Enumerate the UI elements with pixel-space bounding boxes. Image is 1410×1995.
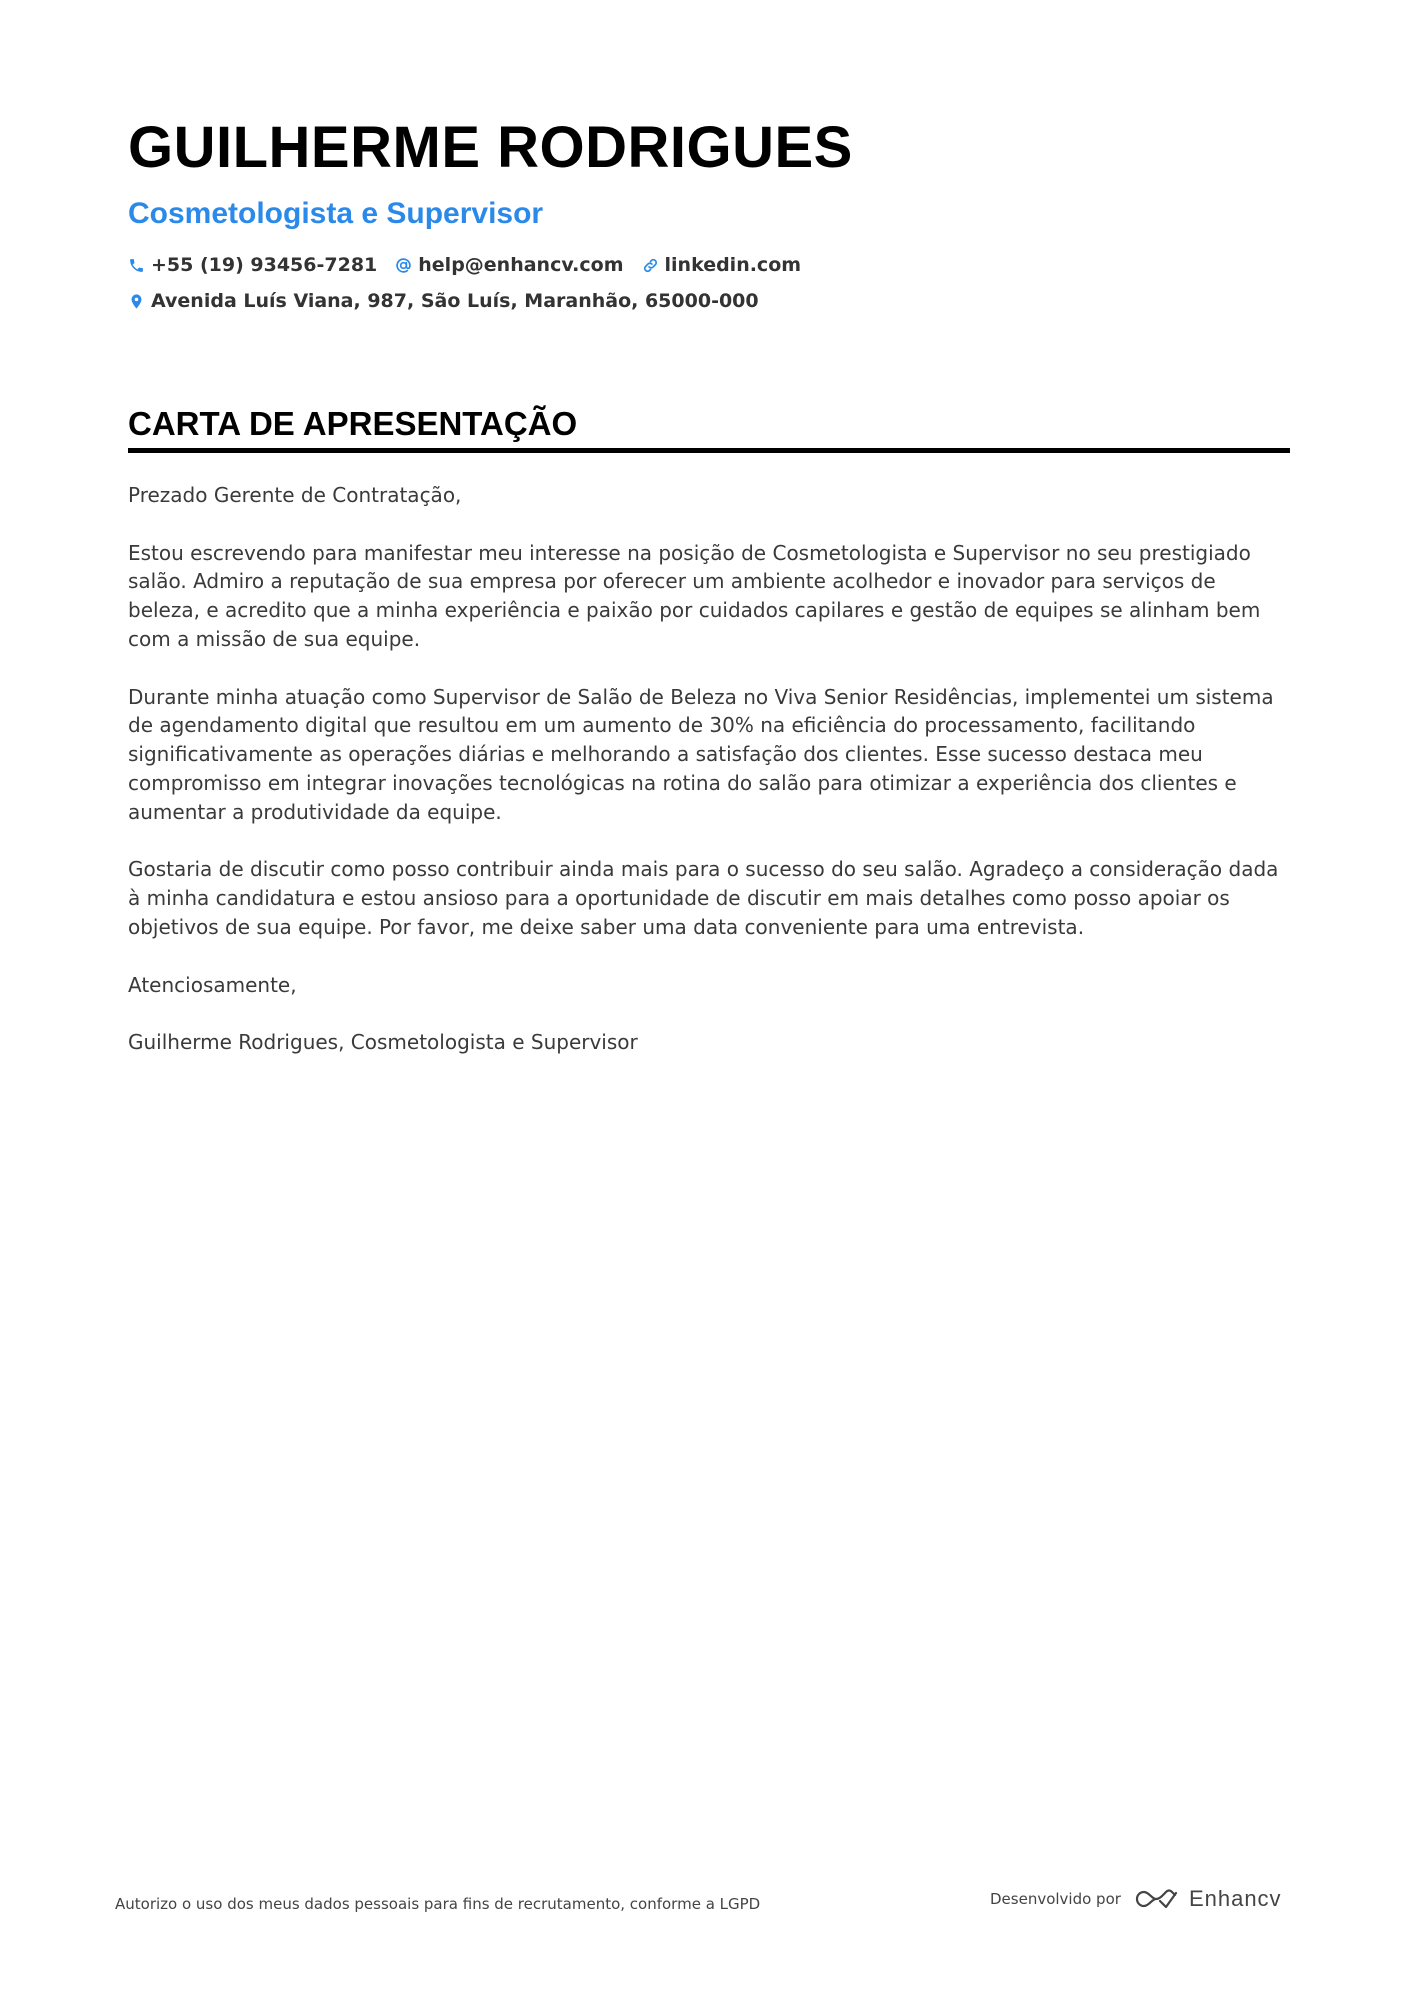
- letter-closing: Atenciosamente,: [128, 972, 297, 997]
- contact-linkedin-text: linkedin.com: [664, 254, 802, 276]
- contact-email-text: help@enhancv.com: [418, 254, 624, 276]
- brand-logo: [1133, 1886, 1282, 1912]
- letter-paragraph: Estou escrevendo para manifestar meu interesse na posição de Cosmetologista e Supervisor no seu prestigiado salão. Admiro a reputação de sua empresa por oferecer um ambiente acolhedor e inovador para serviços de beleza, e acredito que a minha experiência e paixão por cuidados capilares e gestão de equipes se alinham bem com a missão de sua equipe.: [128, 540, 1261, 651]
- contact-address: [128, 290, 759, 312]
- location-icon: [128, 293, 145, 310]
- contact-row-primary: [128, 254, 1290, 276]
- letter-greeting: Prezado Gerente de Contratação,: [128, 483, 462, 507]
- contact-row-address: [128, 290, 1290, 312]
- infinity-logo-icon: [1133, 1887, 1179, 1911]
- letter-paragraph: Gostaria de discutir como posso contribuir ainda mais para o sucesso do seu salão. Agradeço a consideração dada à minha candidatura e estou ansioso para a oportunidade de discutir em mais detalhes como posso apoiar os objetivos de sua equipe. Por favor, me deixe saber uma data conveniente para uma entrevista.: [128, 857, 1279, 939]
- phone-icon: [128, 257, 145, 274]
- consent-note: Autorizo o uso dos meus dados pessoais para fins de recrutamento, conforme a LGPD: [115, 1895, 761, 1913]
- contact-email[interactable]: [395, 254, 623, 276]
- cover-letter-page: [128, 108, 1290, 1086]
- letter-body: [128, 481, 1290, 1057]
- section-title: CARTA DE APRESENTAÇÃO: [128, 404, 1290, 453]
- letter-paragraph: Durante minha atuação como Supervisor de Salão de Beleza no Viva Senior Residências, implementei um sistema de agendamento digital que resultou em um aumento de 30% na eficiência do processamento, facilitando significativamente as operações diárias e melhorando a satisfação dos clientes. Esse sucesso destaca meu compromisso em integrar inovações tecnológicas na rotina do salão para otimizar a experiência dos clientes e aumentar a produtividade da equipe.: [128, 684, 1274, 824]
- contact-phone: [128, 254, 377, 276]
- candidate-role: Cosmetologista e Supervisor: [128, 197, 544, 230]
- link-icon: [642, 257, 659, 274]
- contact-address-text: Avenida Luís Viana, 987, São Luís, Maranhão, 65000-000: [151, 290, 759, 312]
- powered-by[interactable]: [990, 1886, 1282, 1912]
- powered-by-label: Desenvolvido por: [990, 1890, 1121, 1908]
- contact-linkedin[interactable]: [642, 254, 802, 276]
- brand-name: Enhancv: [1188, 1886, 1282, 1911]
- letter-signature: Guilherme Rodrigues, Cosmetologista e Supervisor: [128, 1030, 638, 1055]
- at-icon: [395, 257, 412, 274]
- contact-phone-text: +55 (19) 93456-7281: [151, 254, 378, 276]
- candidate-name: GUILHERME RODRIGUES: [128, 115, 853, 180]
